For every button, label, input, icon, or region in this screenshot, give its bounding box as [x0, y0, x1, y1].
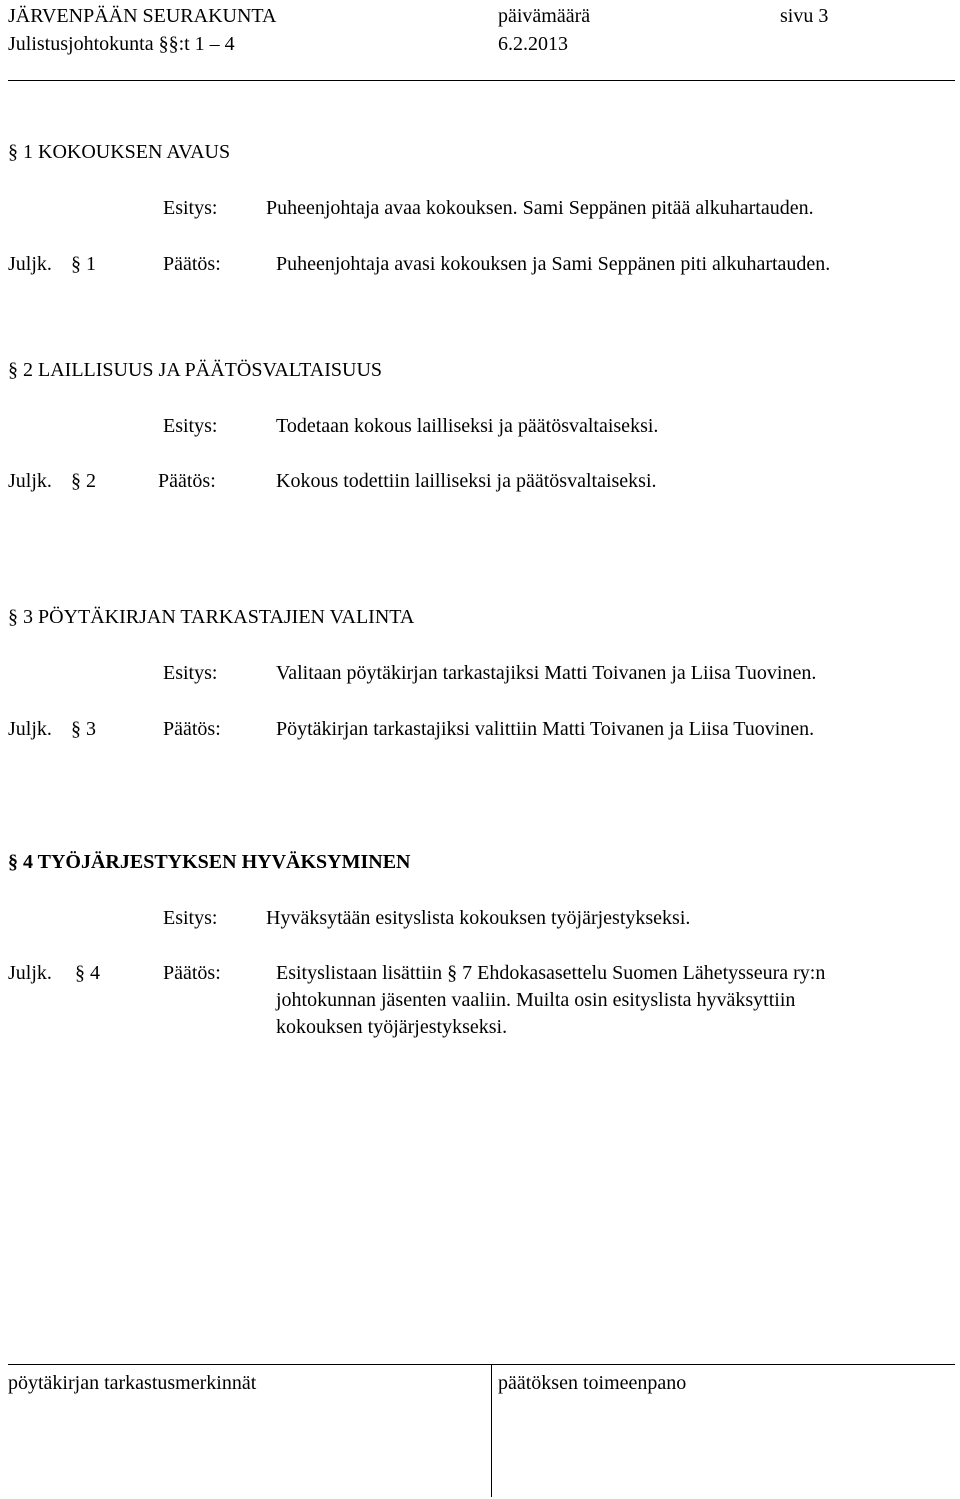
- decision-label: Päätös:: [158, 470, 216, 492]
- proposal-label: Esitys:: [163, 662, 218, 684]
- ref-label: Juljk.: [8, 470, 52, 492]
- proposal-text: Valitaan pöytäkirjan tarkastajiksi Matti Toivanen ja Liisa Tuovinen.: [276, 662, 817, 684]
- date-label: päivämäärä: [498, 5, 591, 27]
- ref-number: § 3: [71, 718, 96, 740]
- page-number: sivu 3: [780, 5, 829, 27]
- section-heading: § 1 KOKOUKSEN AVAUS: [8, 141, 231, 163]
- decision-text-line: kokouksen työjärjestykseksi.: [276, 1016, 508, 1038]
- section-heading: § 3 PÖYTÄKIRJAN TARKASTAJIEN VALINTA: [8, 606, 415, 628]
- body-range: Julistusjohtokunta §§:t 1 – 4: [8, 33, 235, 55]
- proposal-text: Puheenjohtaja avaa kokouksen. Sami Seppänen pitää alkuhartauden.: [266, 197, 814, 219]
- ref-number: § 1: [71, 253, 96, 275]
- decision-label: Päätös:: [163, 962, 221, 984]
- ref-label: Juljk.: [8, 253, 52, 275]
- decision-text: Puheenjohtaja avasi kokouksen ja Sami Seppänen piti alkuhartauden.: [276, 253, 831, 275]
- proposal-text: Hyväksytään esityslista kokouksen työjärjestykseksi.: [266, 907, 691, 929]
- footer-column-divider: [491, 1364, 492, 1497]
- decision-text: Kokous todettiin lailliseksi ja päätösvaltaiseksi.: [276, 470, 657, 492]
- proposal-text: Todetaan kokous lailliseksi ja päätösvaltaiseksi.: [276, 415, 659, 437]
- ref-label: Juljk.: [8, 962, 52, 984]
- organization-name: JÄRVENPÄÄN SEURAKUNTA: [8, 5, 277, 27]
- section-heading: § 2 LAILLISUUS JA PÄÄTÖSVALTAISUUS: [8, 359, 383, 381]
- proposal-label: Esitys:: [163, 907, 218, 929]
- meeting-date: 6.2.2013: [498, 33, 568, 55]
- ref-label: Juljk.: [8, 718, 52, 740]
- proposal-label: Esitys:: [163, 197, 218, 219]
- decision-label: Päätös:: [163, 253, 221, 275]
- decision-label: Päätös:: [163, 718, 221, 740]
- decision-text-line: Esityslistaan lisättiin § 7 Ehdokasasettelu Suomen Lähetysseura ry:n: [276, 962, 826, 984]
- section-heading: § 4 TYÖJÄRJESTYKSEN HYVÄKSYMINEN: [8, 851, 411, 873]
- ref-number: § 2: [71, 470, 96, 492]
- decision-text-line: johtokunnan jäsenten vaaliin. Muilta osin esityslista hyväksyttiin: [276, 989, 796, 1011]
- proposal-label: Esitys:: [163, 415, 218, 437]
- ref-number: § 4: [75, 962, 100, 984]
- footer-divider: [8, 1364, 955, 1365]
- decision-text: Pöytäkirjan tarkastajiksi valittiin Matti Toivanen ja Liisa Tuovinen.: [276, 718, 815, 740]
- implementation-label: päätöksen toimeenpano: [498, 1372, 687, 1394]
- review-marks-label: pöytäkirjan tarkastusmerkinnät: [8, 1372, 257, 1394]
- header-divider: [8, 80, 955, 81]
